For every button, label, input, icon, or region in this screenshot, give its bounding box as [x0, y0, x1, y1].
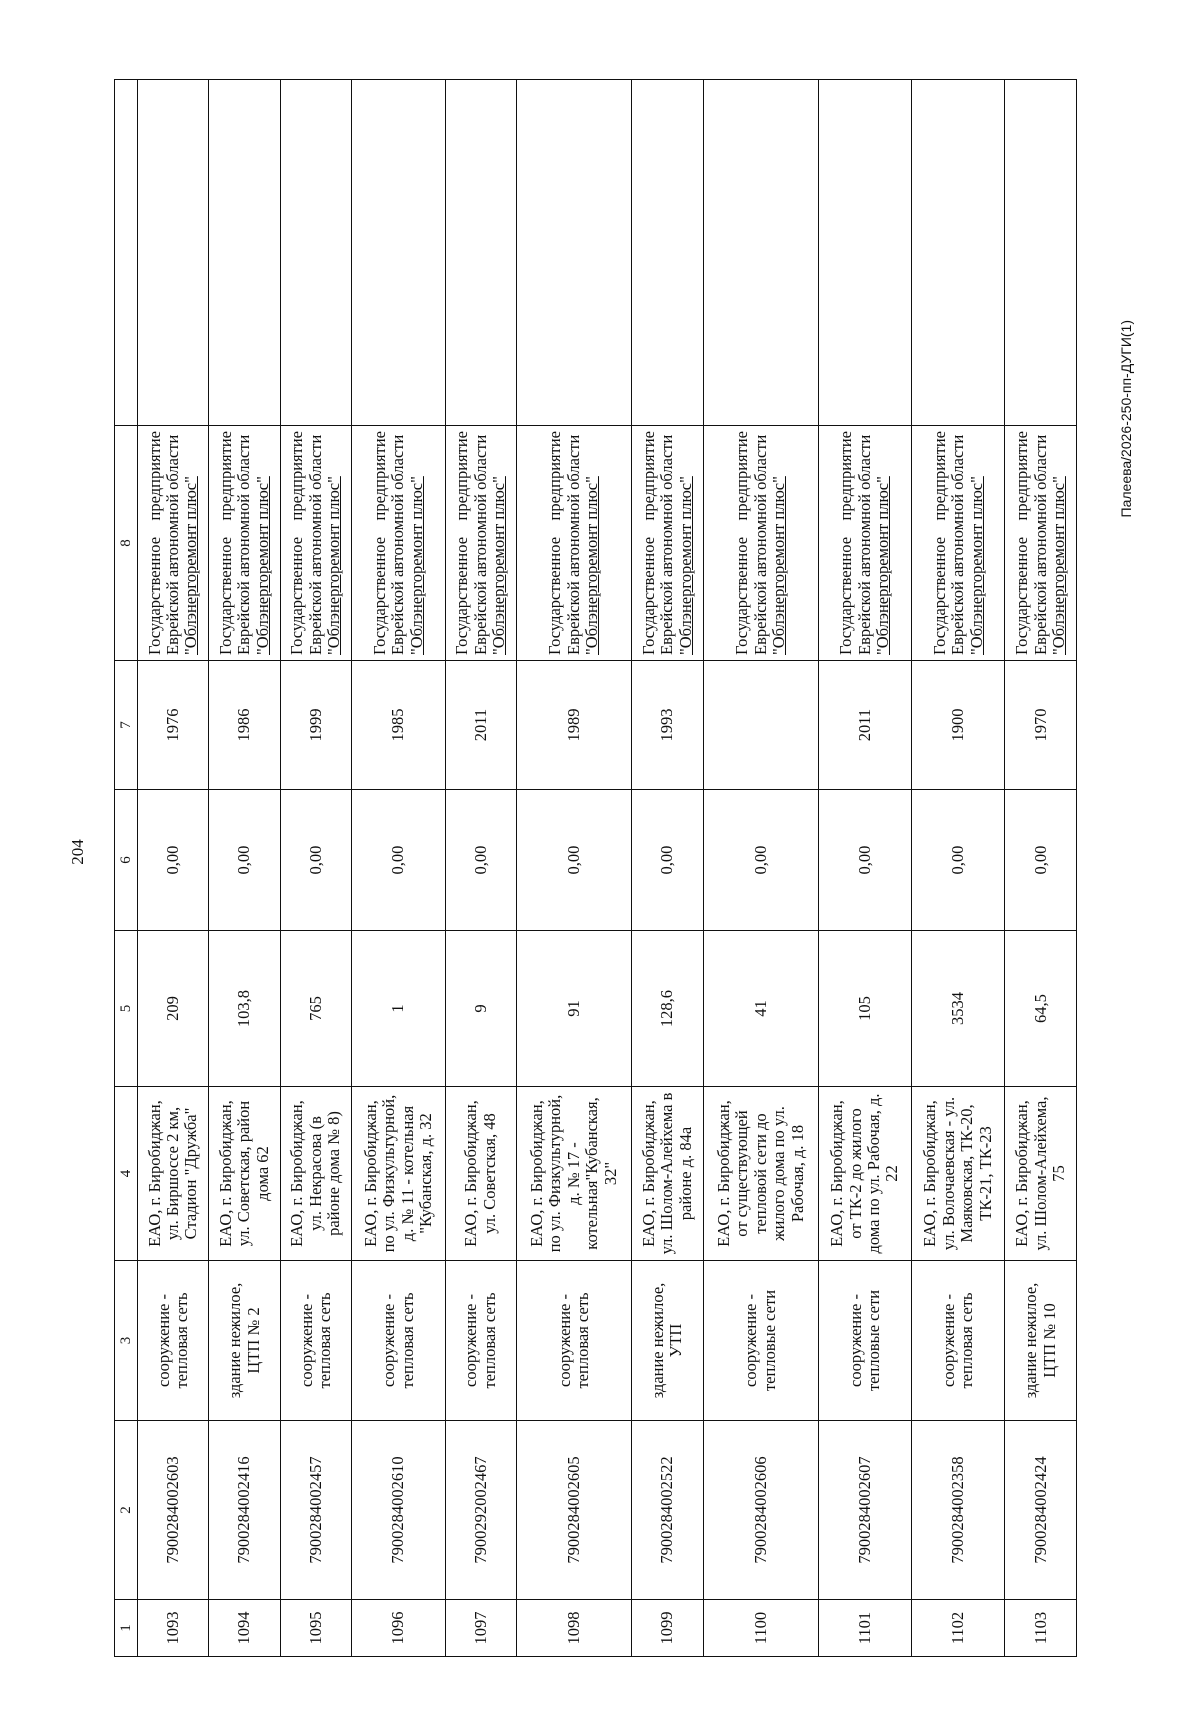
- object-size: 3534: [912, 931, 1005, 1087]
- object-type: сооружение - тепловая сеть: [280, 1261, 351, 1421]
- commissioning-year: 1970: [1005, 661, 1077, 790]
- object-type: здание нежилое, ЦТП № 2: [209, 1261, 280, 1421]
- holder-brand: "Облэнергоремонт плюс": [324, 476, 344, 655]
- table-row: [703, 80, 818, 1657]
- holder-cell: [280, 426, 351, 661]
- holder-name: Государственное предприятие Еврейской автономной области: [452, 431, 490, 655]
- holder-cell: [352, 426, 445, 661]
- holder-brand: "Облэнергоремонт плюс": [489, 476, 509, 655]
- table-row: [138, 80, 209, 1657]
- holder-brand: "Облэнергоремонт плюс": [769, 476, 789, 655]
- cadastral-number: 7900284002607: [818, 1421, 911, 1600]
- balance-value: 0,00: [1005, 790, 1077, 931]
- object-size: 765: [280, 931, 351, 1087]
- column-number: 6: [115, 790, 138, 931]
- object-address: ЕАО, г. Биробиджан, ул. Волочаевская - ул. Маяковская, ТК-20, ТК-21, ТК-23: [912, 1087, 1005, 1261]
- holder-cell: [818, 426, 911, 661]
- commissioning-year: 1985: [352, 661, 445, 790]
- blank-cell: [445, 80, 516, 426]
- object-size: 103,8: [209, 931, 280, 1087]
- row-number: 1097: [445, 1600, 516, 1657]
- cadastral-number: 7900284002522: [632, 1421, 703, 1600]
- object-size: 9: [445, 931, 516, 1087]
- commissioning-year: 2011: [445, 661, 516, 790]
- table-row: [445, 80, 516, 1657]
- holder-brand: "Облэнергоремонт плюс": [966, 476, 986, 655]
- object-size: 41: [703, 931, 818, 1087]
- object-address: ЕАО, г. Биробиджан, ул. Шолом-Алейхема, 75: [1005, 1087, 1077, 1261]
- commissioning-year: [703, 661, 818, 790]
- balance-value: 0,00: [632, 790, 703, 931]
- blank-cell: [352, 80, 445, 426]
- column-number: 4: [115, 1087, 138, 1261]
- column-number: 7: [115, 661, 138, 790]
- balance-value: 0,00: [912, 790, 1005, 931]
- holder-name: Государственное предприятие Еврейской автономной области: [836, 431, 874, 655]
- holder-brand: "Облэнергоремонт плюс": [873, 476, 893, 655]
- object-size: 1: [352, 931, 445, 1087]
- object-type: сооружение - тепловая сеть: [517, 1261, 632, 1421]
- object-address: ЕАО, г. Биробиджан, от ТК-2 до жилого дома по ул. Рабочая, д. 22: [818, 1087, 911, 1261]
- balance-value: 0,00: [352, 790, 445, 931]
- holder-brand: "Облэнергоремонт плюс": [181, 476, 201, 655]
- row-number: 1101: [818, 1600, 911, 1657]
- row-number: 1096: [352, 1600, 445, 1657]
- holder-cell: [1005, 426, 1077, 661]
- column-number: 1: [115, 1600, 138, 1657]
- commissioning-year: 1986: [209, 661, 280, 790]
- object-address: ЕАО, г. Биробиджан, ул. Советская, район дома 62: [209, 1087, 280, 1261]
- object-type: сооружение - тепловые сети: [818, 1261, 911, 1421]
- column-number: 3: [115, 1261, 138, 1421]
- column-blank: [115, 80, 138, 426]
- holder-name: Государственное предприятие Еврейской автономной области: [215, 431, 254, 655]
- blank-cell: [1005, 80, 1077, 426]
- commissioning-year: 1976: [138, 661, 209, 790]
- commissioning-year: 2011: [818, 661, 911, 790]
- cadastral-number: 7900284002424: [1005, 1421, 1077, 1600]
- holder-name: Государственное предприятие Еврейской автономной области: [1012, 431, 1050, 655]
- holder-cell: [517, 426, 632, 661]
- balance-value: 0,00: [280, 790, 351, 931]
- object-address: ЕАО, г. Биробиджан, по ул. Физкультурной, д. № 11 - котельная "Кубанская, д. 32: [352, 1087, 445, 1261]
- commissioning-year: 1900: [912, 661, 1005, 790]
- table-row: [1005, 80, 1077, 1657]
- row-number: 1093: [138, 1600, 209, 1657]
- table-row: [632, 80, 703, 1657]
- row-number: 1098: [517, 1600, 632, 1657]
- table-row: [352, 80, 445, 1657]
- cadastral-number: 7900292002467: [445, 1421, 516, 1600]
- object-address: ЕАО, г. Биробиджан, по ул. Физкультурной, д. № 17 - котельная"Кубанская, 32": [517, 1087, 632, 1261]
- object-size: 209: [138, 931, 209, 1087]
- column-number: 2: [115, 1421, 138, 1600]
- blank-cell: [280, 80, 351, 426]
- object-size: 91: [517, 931, 632, 1087]
- object-type: сооружение - тепловая сеть: [912, 1261, 1005, 1421]
- column-number: 8: [115, 426, 138, 661]
- row-number: 1103: [1005, 1600, 1077, 1657]
- object-size: 64,5: [1005, 931, 1077, 1087]
- registry-table-rotated: [114, 89, 1077, 1657]
- object-type: здание нежилое, УТП: [632, 1261, 703, 1421]
- document-reference-text: Палеева/2026-250-пп-ДУГИ(1): [1118, 320, 1134, 518]
- cadastral-number: 7900284002610: [352, 1421, 445, 1600]
- holder-name: Государственное предприятие Еврейской автономной области: [929, 431, 968, 655]
- balance-value: 0,00: [818, 790, 911, 931]
- object-type: сооружение - тепловая сеть: [445, 1261, 516, 1421]
- cadastral-number: 7900284002603: [138, 1421, 209, 1600]
- object-address: ЕАО, г. Биробиджан, ул. Советская, 48: [445, 1087, 516, 1261]
- blank-cell: [912, 80, 1005, 426]
- holder-brand: "Облэнергоремонт плюс": [406, 476, 426, 655]
- balance-value: 0,00: [517, 790, 632, 931]
- holder-name: Государственное предприятие Еврейской автономной области: [545, 431, 583, 655]
- table-row: [280, 80, 351, 1657]
- table-row: [517, 80, 632, 1657]
- holder-brand: "Облэнергоремонт плюс": [252, 476, 272, 655]
- column-number-row: [115, 80, 138, 1657]
- object-type: сооружение - тепловая сеть: [138, 1261, 209, 1421]
- object-size: 105: [818, 931, 911, 1087]
- holder-cell: [138, 426, 209, 661]
- cadastral-number: 7900284002606: [703, 1421, 818, 1600]
- commissioning-year: 1993: [632, 661, 703, 790]
- table-row: [912, 80, 1005, 1657]
- holder-name: Государственное предприятие Еврейской автономной области: [144, 431, 182, 655]
- object-type: сооружение - тепловые сети: [703, 1261, 818, 1421]
- object-address: ЕАО, г. Биробиджан, ул. Биршоссе 2 км, Стадион "Дружба": [138, 1087, 209, 1261]
- object-address: ЕАО, г. Биробиджан, ул. Некрасова (в районе дома № 8): [280, 1087, 351, 1261]
- holder-brand: "Облэнергоремонт плюс": [1048, 476, 1068, 655]
- holder-name: Государственное предприятие Еврейской автономной области: [638, 431, 677, 655]
- table-row: [818, 80, 911, 1657]
- holder-cell: [703, 426, 818, 661]
- object-address: ЕАО, г. Биробиджан, ул. Шолом-Алейхема в районе д. 84а: [632, 1087, 703, 1261]
- row-number: 1094: [209, 1600, 280, 1657]
- document-reference: [1118, 320, 1158, 518]
- column-number: 5: [115, 931, 138, 1087]
- balance-value: 0,00: [209, 790, 280, 931]
- cadastral-number: 7900284002605: [517, 1421, 632, 1600]
- holder-brand: "Облэнергоремонт плюс": [675, 476, 695, 655]
- blank-cell: [209, 80, 280, 426]
- holder-name: Государственное предприятие Еврейской автономной области: [732, 431, 770, 655]
- balance-value: 0,00: [445, 790, 516, 931]
- balance-value: 0,00: [138, 790, 209, 931]
- row-number: 1102: [912, 1600, 1005, 1657]
- object-type: сооружение - тепловая сеть: [352, 1261, 445, 1421]
- holder-name: Государственное предприятие Еврейской автономной области: [287, 431, 325, 655]
- object-type: здание нежилое, ЦТП № 10: [1005, 1261, 1077, 1421]
- blank-cell: [517, 80, 632, 426]
- registry-table: [114, 79, 1077, 1657]
- balance-value: 0,00: [703, 790, 818, 931]
- holder-name: Государственное предприятие Еврейской автономной области: [369, 431, 408, 655]
- table-row: [209, 80, 280, 1657]
- row-number: 1100: [703, 1600, 818, 1657]
- object-size: 128,6: [632, 931, 703, 1087]
- cadastral-number: 7900284002416: [209, 1421, 280, 1600]
- commissioning-year: 1989: [517, 661, 632, 790]
- blank-cell: [703, 80, 818, 426]
- holder-cell: [912, 426, 1005, 661]
- cadastral-number: 7900284002457: [280, 1421, 351, 1600]
- commissioning-year: 1999: [280, 661, 351, 790]
- holder-brand: "Облэнергоремонт плюс": [582, 476, 602, 655]
- holder-cell: [632, 426, 703, 661]
- row-number: 1099: [632, 1600, 703, 1657]
- holder-cell: [445, 426, 516, 661]
- object-address: ЕАО, г. Биробиджан, от существующей тепловой сети до жилого дома по ул. Рабочая, д. 18: [703, 1087, 818, 1261]
- blank-cell: [818, 80, 911, 426]
- blank-cell: [632, 80, 703, 426]
- row-number: 1095: [280, 1600, 351, 1657]
- blank-cell: [138, 80, 209, 426]
- page-number: 204: [68, 839, 87, 865]
- cadastral-number: 7900284002358: [912, 1421, 1005, 1600]
- holder-cell: [209, 426, 280, 661]
